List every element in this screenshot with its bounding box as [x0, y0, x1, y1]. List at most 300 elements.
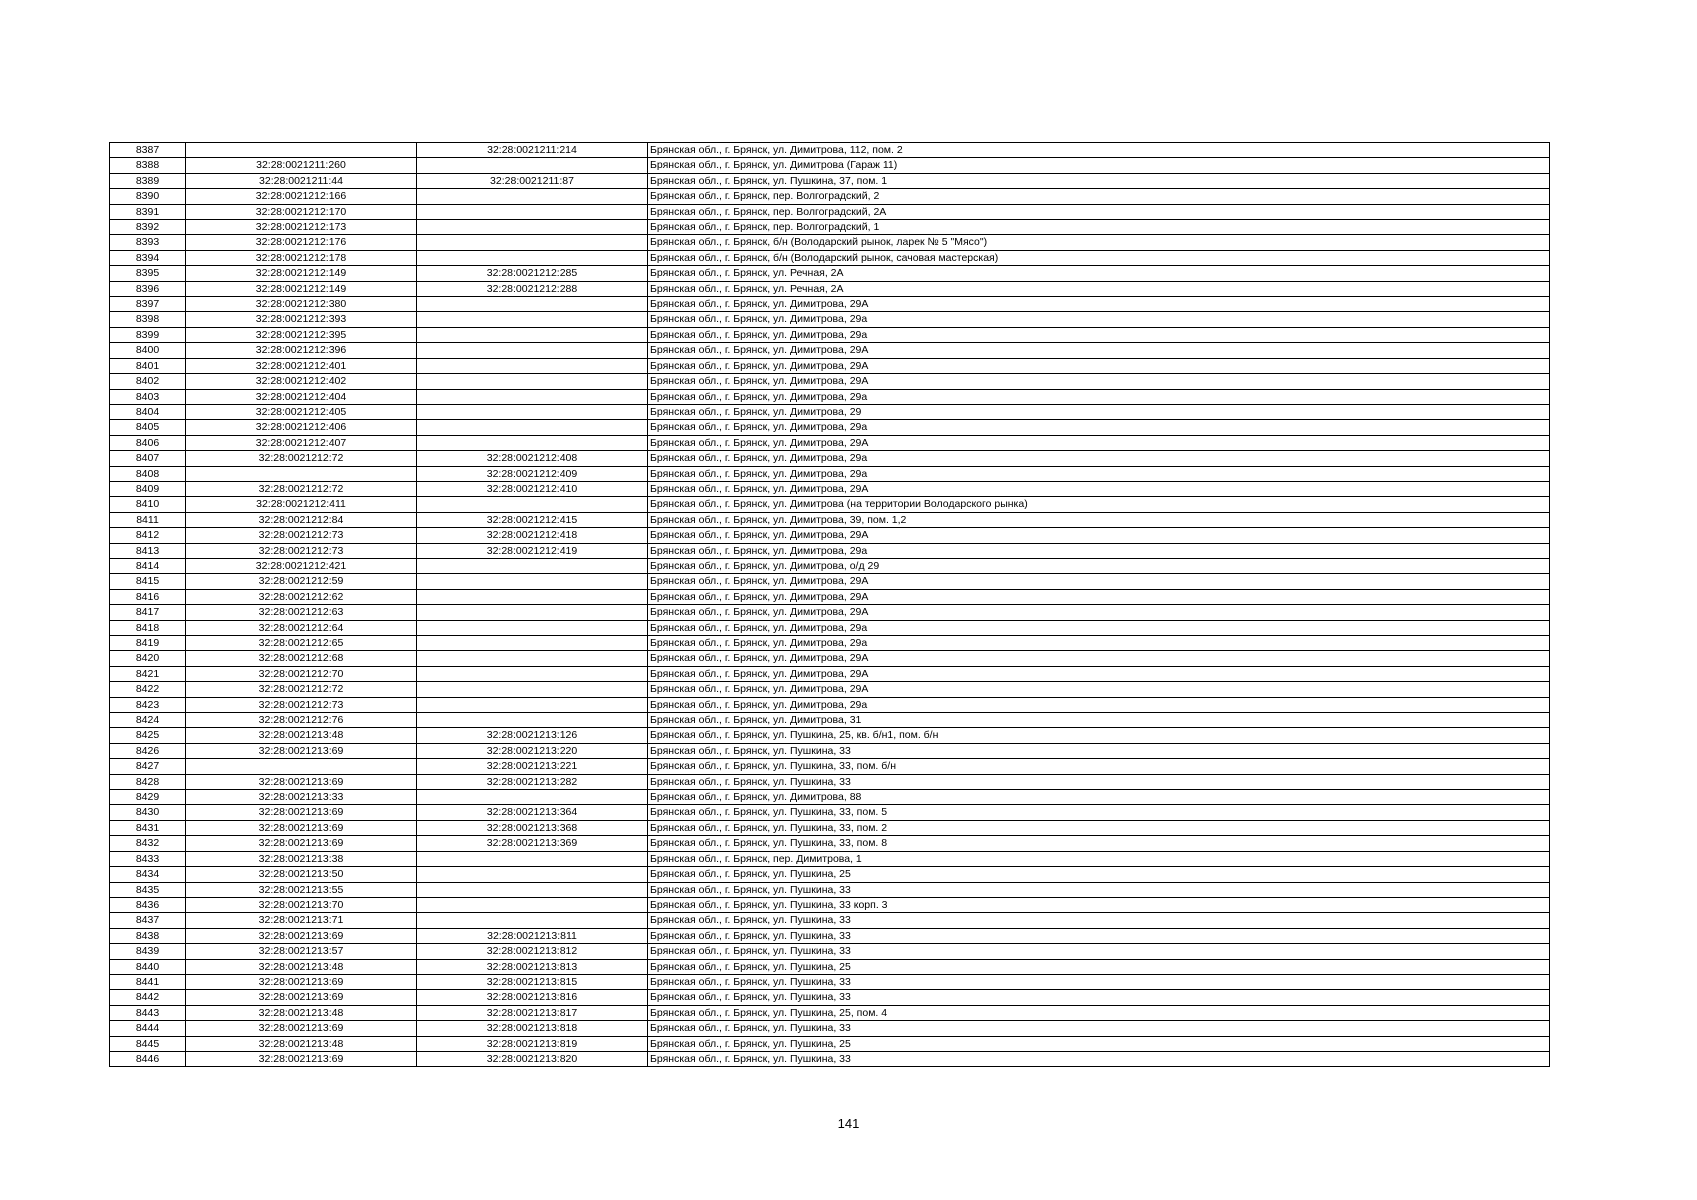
table-row — [110, 297, 1550, 312]
address-cell: Брянская обл., г. Брянск, ул. Речная, 2А — [648, 281, 1550, 296]
cadastral-number-cell: 32:28:0021213:69 — [186, 974, 417, 989]
row-number-cell: 8431 — [110, 820, 186, 835]
cadastral-number-cell: 32:28:0021212:70 — [186, 666, 417, 681]
table-row — [110, 420, 1550, 435]
table-row — [110, 589, 1550, 604]
table-row — [110, 913, 1550, 928]
row-number-cell: 8393 — [110, 235, 186, 250]
object-cadastral-number-cell — [417, 312, 648, 327]
cadastral-number-cell: 32:28:0021212:63 — [186, 605, 417, 620]
object-cadastral-number-cell: 32:28:0021212:409 — [417, 466, 648, 481]
address-cell: Брянская обл., г. Брянск, ул. Димитрова, 29А — [648, 481, 1550, 496]
cadastral-number-cell: 32:28:0021212:72 — [186, 481, 417, 496]
row-number-cell: 8425 — [110, 728, 186, 743]
address-cell: Брянская обл., г. Брянск, ул. Димитрова, 29А — [648, 589, 1550, 604]
cadastral-number-cell: 32:28:0021212:65 — [186, 636, 417, 651]
table-row — [110, 312, 1550, 327]
object-cadastral-number-cell — [417, 882, 648, 897]
cadastral-number-cell — [186, 759, 417, 774]
row-number-cell: 8387 — [110, 143, 186, 158]
row-number-cell: 8411 — [110, 512, 186, 527]
object-cadastral-number-cell — [417, 913, 648, 928]
cadastral-number-cell: 32:28:0021212:402 — [186, 374, 417, 389]
cadastral-number-cell: 32:28:0021213:69 — [186, 805, 417, 820]
row-number-cell: 8423 — [110, 697, 186, 712]
row-number-cell: 8424 — [110, 713, 186, 728]
address-cell: Брянская обл., г. Брянск, ул. Пушкина, 33 — [648, 928, 1550, 943]
cadastral-number-cell: 32:28:0021212:405 — [186, 404, 417, 419]
address-cell: Брянская обл., г. Брянск, ул. Пушкина, 33 — [648, 944, 1550, 959]
address-cell: Брянская обл., г. Брянск, пер. Волгоградский, 2А — [648, 204, 1550, 219]
address-cell: Брянская обл., г. Брянск, б/н (Володарский рынок, ларек № 5 "Мясо") — [648, 235, 1550, 250]
cadastral-number-cell: 32:28:0021213:55 — [186, 882, 417, 897]
row-number-cell: 8422 — [110, 682, 186, 697]
cadastral-number-cell: 32:28:0021213:71 — [186, 913, 417, 928]
registry-table — [109, 142, 1550, 1067]
cadastral-number-cell: 32:28:0021213:33 — [186, 790, 417, 805]
table-row — [110, 790, 1550, 805]
cadastral-number-cell: 32:28:0021212:396 — [186, 343, 417, 358]
address-cell: Брянская обл., г. Брянск, пер. Волгоградский, 1 — [648, 220, 1550, 235]
row-number-cell: 8434 — [110, 867, 186, 882]
object-cadastral-number-cell — [417, 605, 648, 620]
table-row — [110, 990, 1550, 1005]
cadastral-number-cell: 32:28:0021212:72 — [186, 682, 417, 697]
object-cadastral-number-cell: 32:28:0021211:214 — [417, 143, 648, 158]
table-row — [110, 466, 1550, 481]
row-number-cell: 8438 — [110, 928, 186, 943]
address-cell: Брянская обл., г. Брянск, ул. Димитрова, 29а — [648, 420, 1550, 435]
address-cell: Брянская обл., г. Брянск, б/н (Володарский рынок, сачовая мастерская) — [648, 250, 1550, 265]
table-row — [110, 327, 1550, 342]
object-cadastral-number-cell — [417, 327, 648, 342]
row-number-cell: 8442 — [110, 990, 186, 1005]
address-cell: Брянская обл., г. Брянск, ул. Пушкина, 25 — [648, 1036, 1550, 1051]
address-cell: Брянская обл., г. Брянск, ул. Димитрова, 29а — [648, 636, 1550, 651]
row-number-cell: 8403 — [110, 389, 186, 404]
table-row — [110, 1051, 1550, 1066]
address-cell: Брянская обл., г. Брянск, ул. Димитрова, 29А — [648, 374, 1550, 389]
row-number-cell: 8388 — [110, 158, 186, 173]
object-cadastral-number-cell — [417, 713, 648, 728]
table-row — [110, 235, 1550, 250]
row-number-cell: 8435 — [110, 882, 186, 897]
table-row — [110, 497, 1550, 512]
address-cell: Брянская обл., г. Брянск, ул. Димитрова, 29а — [648, 697, 1550, 712]
address-cell: Брянская обл., г. Брянск, ул. Димитрова, 29А — [648, 605, 1550, 620]
object-cadastral-number-cell: 32:28:0021213:820 — [417, 1051, 648, 1066]
table-row — [110, 143, 1550, 158]
object-cadastral-number-cell — [417, 389, 648, 404]
table-row — [110, 558, 1550, 573]
cadastral-number-cell: 32:28:0021213:69 — [186, 1021, 417, 1036]
table-row — [110, 435, 1550, 450]
address-cell: Брянская обл., г. Брянск, ул. Димитрова, 29а — [648, 451, 1550, 466]
row-number-cell: 8392 — [110, 220, 186, 235]
object-cadastral-number-cell — [417, 897, 648, 912]
row-number-cell: 8419 — [110, 636, 186, 651]
cadastral-number-cell: 32:28:0021213:48 — [186, 1036, 417, 1051]
address-cell: Брянская обл., г. Брянск, ул. Пушкина, 33, пом. 2 — [648, 820, 1550, 835]
table-row — [110, 805, 1550, 820]
row-number-cell: 8430 — [110, 805, 186, 820]
object-cadastral-number-cell — [417, 404, 648, 419]
row-number-cell: 8396 — [110, 281, 186, 296]
object-cadastral-number-cell — [417, 220, 648, 235]
row-number-cell: 8389 — [110, 173, 186, 188]
cadastral-number-cell: 32:28:0021212:64 — [186, 620, 417, 635]
table-row — [110, 959, 1550, 974]
object-cadastral-number-cell: 32:28:0021213:812 — [417, 944, 648, 959]
object-cadastral-number-cell — [417, 790, 648, 805]
object-cadastral-number-cell — [417, 666, 648, 681]
cadastral-number-cell: 32:28:0021212:401 — [186, 358, 417, 373]
row-number-cell: 8443 — [110, 1005, 186, 1020]
cadastral-number-cell: 32:28:0021213:69 — [186, 928, 417, 943]
table-row — [110, 250, 1550, 265]
row-number-cell: 8413 — [110, 543, 186, 558]
address-cell: Брянская обл., г. Брянск, ул. Димитрова, 29А — [648, 666, 1550, 681]
cadastral-number-cell: 32:28:0021212:73 — [186, 543, 417, 558]
object-cadastral-number-cell — [417, 620, 648, 635]
table-row — [110, 574, 1550, 589]
object-cadastral-number-cell: 32:28:0021213:364 — [417, 805, 648, 820]
address-cell: Брянская обл., г. Брянск, ул. Димитрова, 29а — [648, 543, 1550, 558]
table-row — [110, 158, 1550, 173]
object-cadastral-number-cell: 32:28:0021213:811 — [417, 928, 648, 943]
cadastral-number-cell: 32:28:0021212:62 — [186, 589, 417, 604]
cadastral-number-cell: 32:28:0021213:69 — [186, 990, 417, 1005]
cadastral-number-cell: 32:28:0021212:421 — [186, 558, 417, 573]
address-cell: Брянская обл., г. Брянск, ул. Пушкина, 33 корп. 3 — [648, 897, 1550, 912]
object-cadastral-number-cell: 32:28:0021212:288 — [417, 281, 648, 296]
address-cell: Брянская обл., г. Брянск, ул. Димитрова, 29а — [648, 620, 1550, 635]
table-row — [110, 543, 1550, 558]
object-cadastral-number-cell: 32:28:0021213:282 — [417, 774, 648, 789]
table-row — [110, 867, 1550, 882]
object-cadastral-number-cell — [417, 697, 648, 712]
cadastral-number-cell: 32:28:0021212:176 — [186, 235, 417, 250]
address-cell: Брянская обл., г. Брянск, ул. Димитрова, 29а — [648, 466, 1550, 481]
cadastral-number-cell: 32:28:0021212:380 — [186, 297, 417, 312]
cadastral-number-cell: 32:28:0021211:44 — [186, 173, 417, 188]
row-number-cell: 8421 — [110, 666, 186, 681]
object-cadastral-number-cell: 32:28:0021212:419 — [417, 543, 648, 558]
registry-table-body — [110, 143, 1550, 1067]
row-number-cell: 8415 — [110, 574, 186, 589]
cadastral-number-cell: 32:28:0021213:69 — [186, 743, 417, 758]
cadastral-number-cell: 32:28:0021212:76 — [186, 713, 417, 728]
object-cadastral-number-cell — [417, 358, 648, 373]
row-number-cell: 8436 — [110, 897, 186, 912]
row-number-cell: 8414 — [110, 558, 186, 573]
object-cadastral-number-cell — [417, 297, 648, 312]
row-number-cell: 8395 — [110, 266, 186, 281]
object-cadastral-number-cell: 32:28:0021213:126 — [417, 728, 648, 743]
row-number-cell: 8400 — [110, 343, 186, 358]
row-number-cell: 8390 — [110, 189, 186, 204]
row-number-cell: 8427 — [110, 759, 186, 774]
address-cell: Брянская обл., г. Брянск, ул. Димитрова, 29а — [648, 327, 1550, 342]
row-number-cell: 8445 — [110, 1036, 186, 1051]
object-cadastral-number-cell: 32:28:0021212:418 — [417, 528, 648, 543]
address-cell: Брянская обл., г. Брянск, пер. Волгоградский, 2 — [648, 189, 1550, 204]
object-cadastral-number-cell — [417, 867, 648, 882]
object-cadastral-number-cell: 32:28:0021212:408 — [417, 451, 648, 466]
table-row — [110, 374, 1550, 389]
cadastral-number-cell: 32:28:0021213:69 — [186, 836, 417, 851]
row-number-cell: 8417 — [110, 605, 186, 620]
row-number-cell: 8428 — [110, 774, 186, 789]
address-cell: Брянская обл., г. Брянск, ул. Димитрова, 88 — [648, 790, 1550, 805]
row-number-cell: 8408 — [110, 466, 186, 481]
cadastral-number-cell: 32:28:0021212:393 — [186, 312, 417, 327]
row-number-cell: 8399 — [110, 327, 186, 342]
row-number-cell: 8402 — [110, 374, 186, 389]
cadastral-number-cell: 32:28:0021212:73 — [186, 528, 417, 543]
table-row — [110, 358, 1550, 373]
row-number-cell: 8407 — [110, 451, 186, 466]
row-number-cell: 8432 — [110, 836, 186, 851]
cadastral-number-cell: 32:28:0021212:84 — [186, 512, 417, 527]
object-cadastral-number-cell — [417, 497, 648, 512]
cadastral-number-cell: 32:28:0021212:395 — [186, 327, 417, 342]
object-cadastral-number-cell — [417, 250, 648, 265]
page-number: 141 — [837, 1116, 860, 1131]
row-number-cell: 8418 — [110, 620, 186, 635]
address-cell: Брянская обл., г. Брянск, ул. Пушкина, 33 — [648, 1051, 1550, 1066]
address-cell: Брянская обл., г. Брянск, ул. Пушкина, 33, пом. 8 — [648, 836, 1550, 851]
row-number-cell: 8439 — [110, 944, 186, 959]
row-number-cell: 8412 — [110, 528, 186, 543]
address-cell: Брянская обл., г. Брянск, ул. Димитрова, 29А — [648, 528, 1550, 543]
address-cell: Брянская обл., г. Брянск, ул. Димитрова, 29А — [648, 435, 1550, 450]
object-cadastral-number-cell — [417, 374, 648, 389]
table-row — [110, 389, 1550, 404]
table-row — [110, 189, 1550, 204]
address-cell: Брянская обл., г. Брянск, ул. Речная, 2А — [648, 266, 1550, 281]
table-row — [110, 697, 1550, 712]
address-cell: Брянская обл., г. Брянск, ул. Пушкина, 33 — [648, 1021, 1550, 1036]
row-number-cell: 8409 — [110, 481, 186, 496]
table-row — [110, 713, 1550, 728]
object-cadastral-number-cell — [417, 682, 648, 697]
object-cadastral-number-cell: 32:28:0021213:368 — [417, 820, 648, 835]
table-row — [110, 1021, 1550, 1036]
table-row — [110, 728, 1550, 743]
cadastral-number-cell: 32:28:0021213:48 — [186, 1005, 417, 1020]
cadastral-number-cell: 32:28:0021212:149 — [186, 281, 417, 296]
address-cell: Брянская обл., г. Брянск, ул. Димитрова, 29А — [648, 651, 1550, 666]
row-number-cell: 8406 — [110, 435, 186, 450]
cadastral-number-cell: 32:28:0021213:69 — [186, 820, 417, 835]
address-cell: Брянская обл., г. Брянск, ул. Димитрова, 39, пом. 1,2 — [648, 512, 1550, 527]
cadastral-number-cell: 32:28:0021212:411 — [186, 497, 417, 512]
address-cell: Брянская обл., г. Брянск, ул. Димитрова, 29А — [648, 574, 1550, 589]
cadastral-number-cell: 32:28:0021212:178 — [186, 250, 417, 265]
cadastral-number-cell: 32:28:0021213:69 — [186, 1051, 417, 1066]
address-cell: Брянская обл., г. Брянск, пер. Димитрова, 1 — [648, 851, 1550, 866]
cadastral-number-cell: 32:28:0021212:149 — [186, 266, 417, 281]
cadastral-number-cell: 32:28:0021212:166 — [186, 189, 417, 204]
row-number-cell: 8416 — [110, 589, 186, 604]
address-cell: Брянская обл., г. Брянск, ул. Пушкина, 33, пом. б/н — [648, 759, 1550, 774]
table-row — [110, 512, 1550, 527]
cadastral-number-cell: 32:28:0021212:407 — [186, 435, 417, 450]
object-cadastral-number-cell — [417, 651, 648, 666]
table-row — [110, 743, 1550, 758]
table-row — [110, 636, 1550, 651]
row-number-cell: 8429 — [110, 790, 186, 805]
table-row — [110, 1036, 1550, 1051]
address-cell: Брянская обл., г. Брянск, ул. Димитрова, 29А — [648, 358, 1550, 373]
table-row — [110, 343, 1550, 358]
table-row — [110, 281, 1550, 296]
cadastral-number-cell — [186, 466, 417, 481]
table-row — [110, 528, 1550, 543]
table-row — [110, 944, 1550, 959]
table-row — [110, 620, 1550, 635]
address-cell: Брянская обл., г. Брянск, ул. Пушкина, 25 — [648, 959, 1550, 974]
address-cell: Брянская обл., г. Брянск, ул. Пушкина, 37, пом. 1 — [648, 173, 1550, 188]
cadastral-number-cell: 32:28:0021211:260 — [186, 158, 417, 173]
object-cadastral-number-cell: 32:28:0021212:285 — [417, 266, 648, 281]
row-number-cell: 8441 — [110, 974, 186, 989]
object-cadastral-number-cell — [417, 420, 648, 435]
address-cell: Брянская обл., г. Брянск, ул. Пушкина, 33 — [648, 743, 1550, 758]
address-cell: Брянская обл., г. Брянск, ул. Димитрова, 29а — [648, 389, 1550, 404]
row-number-cell: 8394 — [110, 250, 186, 265]
object-cadastral-number-cell — [417, 204, 648, 219]
object-cadastral-number-cell — [417, 158, 648, 173]
cadastral-number-cell: 32:28:0021213:48 — [186, 728, 417, 743]
cadastral-number-cell: 32:28:0021212:73 — [186, 697, 417, 712]
table-row — [110, 820, 1550, 835]
address-cell: Брянская обл., г. Брянск, ул. Пушкина, 25 — [648, 867, 1550, 882]
address-cell: Брянская обл., г. Брянск, ул. Пушкина, 33 — [648, 882, 1550, 897]
cadastral-number-cell: 32:28:0021212:406 — [186, 420, 417, 435]
row-number-cell: 8397 — [110, 297, 186, 312]
address-cell: Брянская обл., г. Брянск, ул. Димитрова (на территории Володарского рынка) — [648, 497, 1550, 512]
cadastral-number-cell — [186, 143, 417, 158]
address-cell: Брянская обл., г. Брянск, ул. Димитрова, 29А — [648, 682, 1550, 697]
address-cell: Брянская обл., г. Брянск, ул. Димитрова, о/д 29 — [648, 558, 1550, 573]
table-row — [110, 759, 1550, 774]
address-cell: Брянская обл., г. Брянск, ул. Пушкина, 33 — [648, 990, 1550, 1005]
cadastral-number-cell: 32:28:0021213:69 — [186, 774, 417, 789]
object-cadastral-number-cell — [417, 636, 648, 651]
object-cadastral-number-cell: 32:28:0021212:415 — [417, 512, 648, 527]
row-number-cell: 8398 — [110, 312, 186, 327]
cadastral-number-cell: 32:28:0021213:57 — [186, 944, 417, 959]
object-cadastral-number-cell — [417, 435, 648, 450]
object-cadastral-number-cell — [417, 574, 648, 589]
address-cell: Брянская обл., г. Брянск, ул. Пушкина, 25, кв. б/н1, пом. б/н — [648, 728, 1550, 743]
table-row — [110, 220, 1550, 235]
address-cell: Брянская обл., г. Брянск, ул. Пушкина, 33 — [648, 913, 1550, 928]
address-cell: Брянская обл., г. Брянск, ул. Пушкина, 33 — [648, 774, 1550, 789]
cadastral-number-cell: 32:28:0021213:38 — [186, 851, 417, 866]
table-row — [110, 774, 1550, 789]
cadastral-number-cell: 32:28:0021212:404 — [186, 389, 417, 404]
row-number-cell: 8446 — [110, 1051, 186, 1066]
table-row — [110, 1005, 1550, 1020]
object-cadastral-number-cell — [417, 851, 648, 866]
row-number-cell: 8440 — [110, 959, 186, 974]
table-row — [110, 481, 1550, 496]
address-cell: Брянская обл., г. Брянск, ул. Димитрова, 29 — [648, 404, 1550, 419]
row-number-cell: 8401 — [110, 358, 186, 373]
table-row — [110, 605, 1550, 620]
address-cell: Брянская обл., г. Брянск, ул. Димитрова, 29А — [648, 297, 1550, 312]
table-row — [110, 882, 1550, 897]
table-row — [110, 173, 1550, 188]
object-cadastral-number-cell: 32:28:0021212:410 — [417, 481, 648, 496]
object-cadastral-number-cell: 32:28:0021213:818 — [417, 1021, 648, 1036]
table-row — [110, 974, 1550, 989]
row-number-cell: 8437 — [110, 913, 186, 928]
object-cadastral-number-cell — [417, 589, 648, 604]
cadastral-number-cell: 32:28:0021213:50 — [186, 867, 417, 882]
address-cell: Брянская обл., г. Брянск, ул. Димитрова (Гараж 11) — [648, 158, 1550, 173]
object-cadastral-number-cell: 32:28:0021211:87 — [417, 173, 648, 188]
table-row — [110, 836, 1550, 851]
table-row — [110, 897, 1550, 912]
table-row — [110, 851, 1550, 866]
object-cadastral-number-cell — [417, 235, 648, 250]
object-cadastral-number-cell — [417, 558, 648, 573]
address-cell: Брянская обл., г. Брянск, ул. Пушкина, 33 — [648, 974, 1550, 989]
cadastral-number-cell: 32:28:0021213:70 — [186, 897, 417, 912]
cadastral-number-cell: 32:28:0021212:59 — [186, 574, 417, 589]
cadastral-number-cell: 32:28:0021213:48 — [186, 959, 417, 974]
row-number-cell: 8444 — [110, 1021, 186, 1036]
table-row — [110, 266, 1550, 281]
table-row — [110, 204, 1550, 219]
address-cell: Брянская обл., г. Брянск, ул. Димитрова, 112, пом. 2 — [648, 143, 1550, 158]
table-row — [110, 451, 1550, 466]
row-number-cell: 8426 — [110, 743, 186, 758]
cadastral-number-cell: 32:28:0021212:170 — [186, 204, 417, 219]
object-cadastral-number-cell: 32:28:0021213:817 — [417, 1005, 648, 1020]
row-number-cell: 8433 — [110, 851, 186, 866]
table-row — [110, 651, 1550, 666]
object-cadastral-number-cell: 32:28:0021213:815 — [417, 974, 648, 989]
object-cadastral-number-cell: 32:28:0021213:369 — [417, 836, 648, 851]
table-row — [110, 682, 1550, 697]
row-number-cell: 8410 — [110, 497, 186, 512]
cadastral-number-cell: 32:28:0021212:173 — [186, 220, 417, 235]
address-cell: Брянская обл., г. Брянск, ул. Димитрова, 29а — [648, 312, 1550, 327]
table-row — [110, 404, 1550, 419]
object-cadastral-number-cell: 32:28:0021213:816 — [417, 990, 648, 1005]
object-cadastral-number-cell — [417, 343, 648, 358]
row-number-cell: 8404 — [110, 404, 186, 419]
row-number-cell: 8405 — [110, 420, 186, 435]
row-number-cell: 8391 — [110, 204, 186, 219]
cadastral-number-cell: 32:28:0021212:72 — [186, 451, 417, 466]
address-cell: Брянская обл., г. Брянск, ул. Пушкина, 33, пом. 5 — [648, 805, 1550, 820]
object-cadastral-number-cell: 32:28:0021213:220 — [417, 743, 648, 758]
address-cell: Брянская обл., г. Брянск, ул. Димитрова, 29А — [648, 343, 1550, 358]
table-row — [110, 666, 1550, 681]
row-number-cell: 8420 — [110, 651, 186, 666]
object-cadastral-number-cell: 32:28:0021213:813 — [417, 959, 648, 974]
object-cadastral-number-cell — [417, 189, 648, 204]
object-cadastral-number-cell: 32:28:0021213:819 — [417, 1036, 648, 1051]
table-row — [110, 928, 1550, 943]
cadastral-number-cell: 32:28:0021212:68 — [186, 651, 417, 666]
